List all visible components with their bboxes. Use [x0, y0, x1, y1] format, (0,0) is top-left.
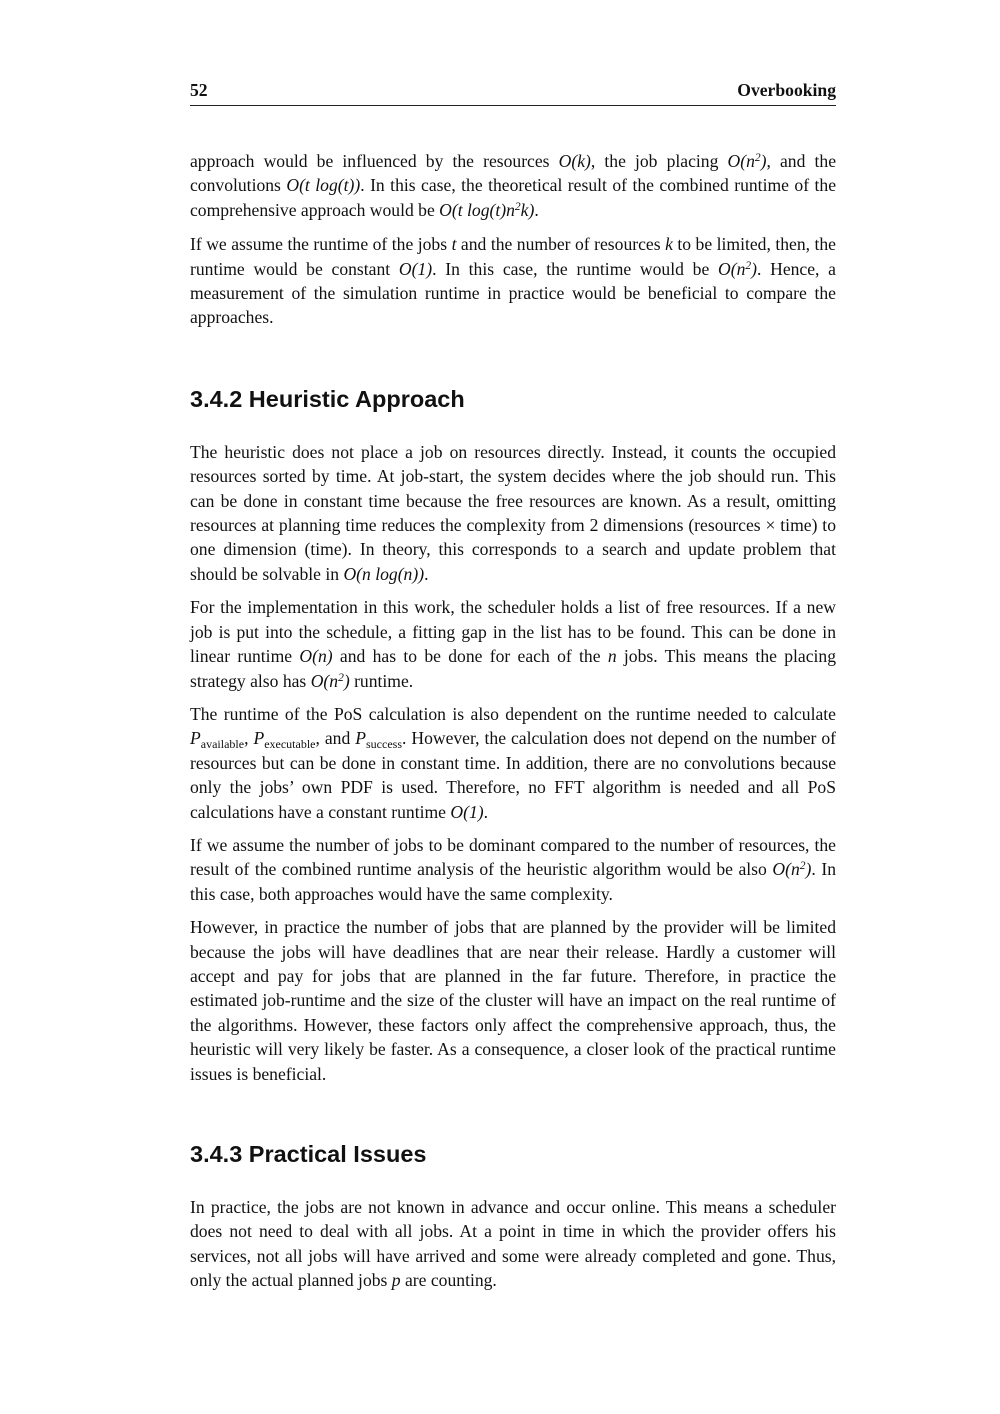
- paragraph-practical-issues: In practice, the jobs are not known in advance and occur online. This means a scheduler does not need to deal with all jobs. At a point in time in which the provider offers his services, not all jobs will have arrived and some were already completed and gone. Thus, only the actual planned jobs p are counting.: [190, 1197, 836, 1291]
- section-heading-heuristic-approach: 3.4.2 Heuristic Approach: [190, 385, 465, 412]
- paragraph-combined-runtime: If we assume the number of jobs to be dominant compared to the number of resources, the result of the combined runtime analysis of the heuristic algorithm would be also $O(n^2)$. In this case, both approaches would have the same complexity.: [190, 834, 836, 904]
- document-page: [190, 78, 836, 1293]
- paragraph-heuristic-intro: The heuristic does not place a job on resources directly. Instead, it counts the occupied resources sorted by time. At job-start, the system decides where the job should run. This can be done in constant time because the free resources are known. As a result, omitting resources at planning time reduces the complexity from 2 dimensions (resources × time) to one dimension (time). In theory, this corresponds to a search and update problem that should be solvable in O(n log(n)).: [190, 441, 836, 584]
- paragraph-runtime-comprehensive: approach would be influenced by the resources O(k), the job placing $O(n^2)$, and the convolutions O(t log(t)). In this case, the theoretical result of the combined runtime of the comprehensive approach would be O(t $\log(t)n^2k$).: [190, 151, 837, 220]
- page-number: 52: [190, 80, 208, 100]
- chapter-title: Overbooking: [737, 80, 836, 100]
- running-header: [190, 78, 836, 102]
- paragraph-pos-calculation: The runtime of the PoS calculation is also dependent on the runtime needed to calculate $P_{available}$, $P_{executable}$, and $P_{success}$. However, the calculation does not depend on the number of resources but can be done in constant time. In addition, there are no convolutions because only the jobs’ own PDF is used. Therefore, no FFT algorithm is needed and all PoS calculations have a constant runtime O(1).: [190, 703, 836, 822]
- section-heading-practical-issues: 3.4.3 Practical Issues: [190, 1141, 427, 1167]
- paragraph-heuristic-implementation: For the implementation in this work, the scheduler holds a list of free resources. If a new job is put into the schedule, a fitting gap in the list has to be found. This can be done in linear runtime O(n) and has to be done for each of the n jobs. This means the placing strategy also has $O(n^2)$ runtime.: [190, 597, 837, 691]
- header-rule: [190, 105, 836, 106]
- paragraph-runtime-limited: If we assume the runtime of the jobs t and the number of resources k to be limited, then, the runtime would be constant O(1). In this case, the runtime would be $O(n^2)$. Hence, a measurement of the simulation runtime in practice would be beneficial to compare the approaches.: [190, 234, 836, 328]
- paragraph-practice-limits: However, in practice the number of jobs that are planned by the provider will be limited because the jobs will have deadlines that are near their release. Hardly a customer will accept and pay for jobs that are planned in the far future. Therefore, in practice the estimated job-runtime and the size of the cluster will have an impact on the real runtime of the algorithms. However, these factors only affect the comprehensive approach, thus, the heuristic will very likely be faster. As a consequence, a closer look of the practical runtime issues is beneficial.: [190, 917, 836, 1084]
